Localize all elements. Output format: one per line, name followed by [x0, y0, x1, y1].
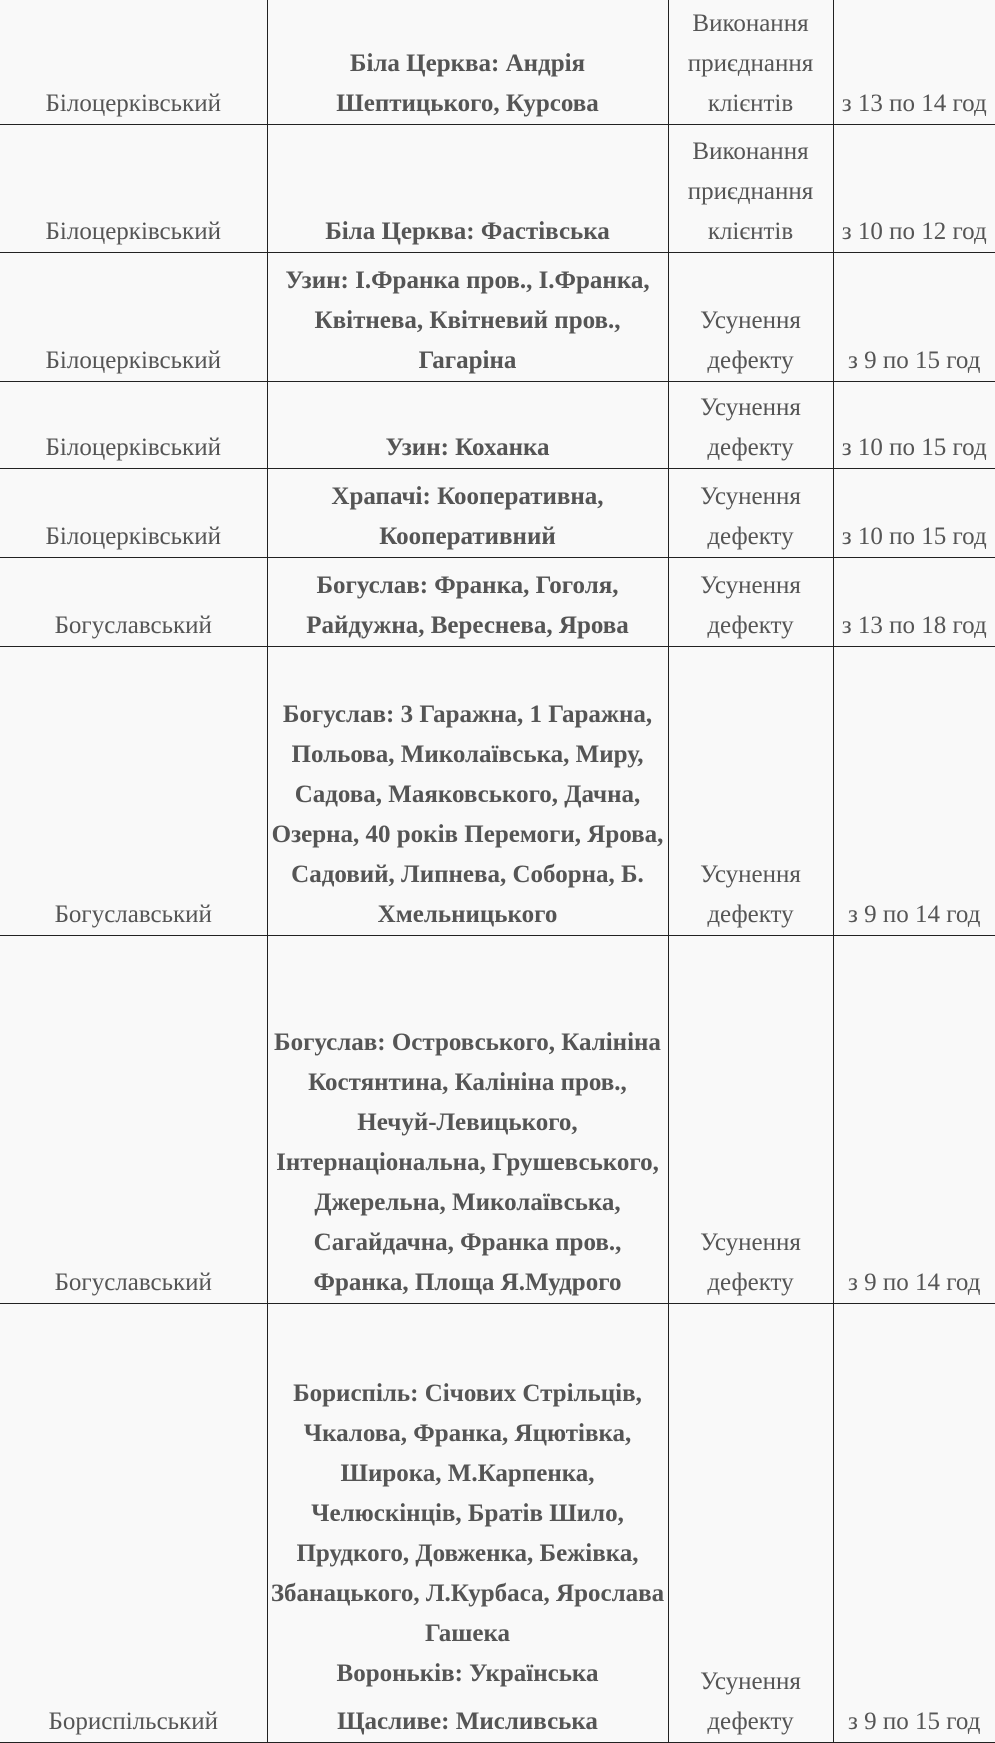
streets-cell	[267, 468, 668, 557]
district-cell: Богуславський	[0, 935, 267, 1303]
streets-text: Бориспіль: Січових Стрільців, Чкалова, Франка, Яцютівка, Широка, М.Карпенка, Челюскінців, Братів Шило, Прудкого, Довженка, Бежівка, Збанацького, Л.Курбаса, Ярослава Гашека	[270, 1379, 665, 1647]
time-cell: з 10 по 15 год	[833, 381, 995, 468]
streets-cell	[267, 1303, 668, 1742]
work-type-cell: Усунення дефекту	[668, 252, 833, 381]
district-cell: Білоцерківський	[0, 381, 267, 468]
work-type-cell: Виконання приєднання клієнтів	[668, 124, 833, 252]
streets-text: Богуслав: Островського, Калініна Костянтина, Калініна пров., Нечуй-Левицького, Інтернаціональна, Грушевського, Джерельна, Миколаївська, Сагайдачна, Франка пров., Франка, Площа Я.Мудрого	[274, 1028, 661, 1296]
time-cell: з 10 по 12 год	[833, 124, 995, 252]
table-row	[0, 646, 995, 935]
streets-cell	[267, 0, 668, 124]
district-cell: Білоцерківський	[0, 124, 267, 252]
table-row	[0, 557, 995, 646]
time-cell: з 9 по 14 год	[833, 935, 995, 1303]
streets-text: Вороньків: Українська	[336, 1659, 599, 1687]
streets-text: Храпачі: Кооперативна, Кооперативний	[331, 482, 604, 550]
streets-text: Біла Церква: Фастівська	[325, 217, 610, 245]
work-type-cell: Усунення дефекту	[668, 557, 833, 646]
time-cell: з 13 по 14 год	[833, 0, 995, 124]
table-row	[0, 124, 995, 252]
district-cell: Бориспільський	[0, 1303, 267, 1742]
streets-cell	[267, 252, 668, 381]
time-cell: з 9 по 14 год	[833, 646, 995, 935]
table-row	[0, 252, 995, 381]
table-row	[0, 935, 995, 1303]
work-type-cell: Усунення дефекту	[668, 468, 833, 557]
time-cell: з 9 по 15 год	[833, 252, 995, 381]
streets-text: Біла Церква: Андрія Шептицького, Курсова	[336, 49, 599, 117]
streets-text: Богуслав: 3 Гаражна, 1 Гаражна, Польова, Миколаївська, Миру, Садова, Маяковського, Дачна, Озерна, 40 років Перемоги, Ярова, Садовий, Липнева, Соборна, Б. Хмельницького	[271, 700, 664, 928]
time-cell: з 9 по 15 год	[833, 1303, 995, 1742]
streets-cell	[267, 557, 668, 646]
work-type-cell: Усунення дефекту	[668, 381, 833, 468]
streets-cell	[267, 381, 668, 468]
streets-text: Узин: Коханка	[385, 433, 550, 461]
district-cell: Богуславський	[0, 557, 267, 646]
table-row	[0, 381, 995, 468]
district-cell: Богуславський	[0, 646, 267, 935]
streets-cell	[267, 646, 668, 935]
streets-text: Богуслав: Франка, Гоголя, Райдужна, Вереснева, Ярова	[306, 571, 629, 639]
table-row	[0, 1303, 995, 1742]
streets-text: Щасливе: Мисливська	[337, 1707, 598, 1735]
work-type-cell: Усунення дефекту	[668, 1303, 833, 1742]
streets-cell	[267, 124, 668, 252]
district-cell: Білоцерківський	[0, 468, 267, 557]
work-type-cell: Усунення дефекту	[668, 935, 833, 1303]
work-type-cell: Виконання приєднання клієнтів	[668, 0, 833, 124]
table-row	[0, 468, 995, 557]
time-cell: з 10 по 15 год	[833, 468, 995, 557]
streets-text: Узин: І.Франка пров., І.Франка, Квітнева, Квітневий пров., Гагаріна	[285, 266, 650, 374]
time-cell: з 13 по 18 год	[833, 557, 995, 646]
table-row	[0, 0, 995, 124]
work-type-cell: Усунення дефекту	[668, 646, 833, 935]
district-cell: Білоцерківський	[0, 0, 267, 124]
streets-cell	[267, 935, 668, 1303]
district-cell: Білоцерківський	[0, 252, 267, 381]
